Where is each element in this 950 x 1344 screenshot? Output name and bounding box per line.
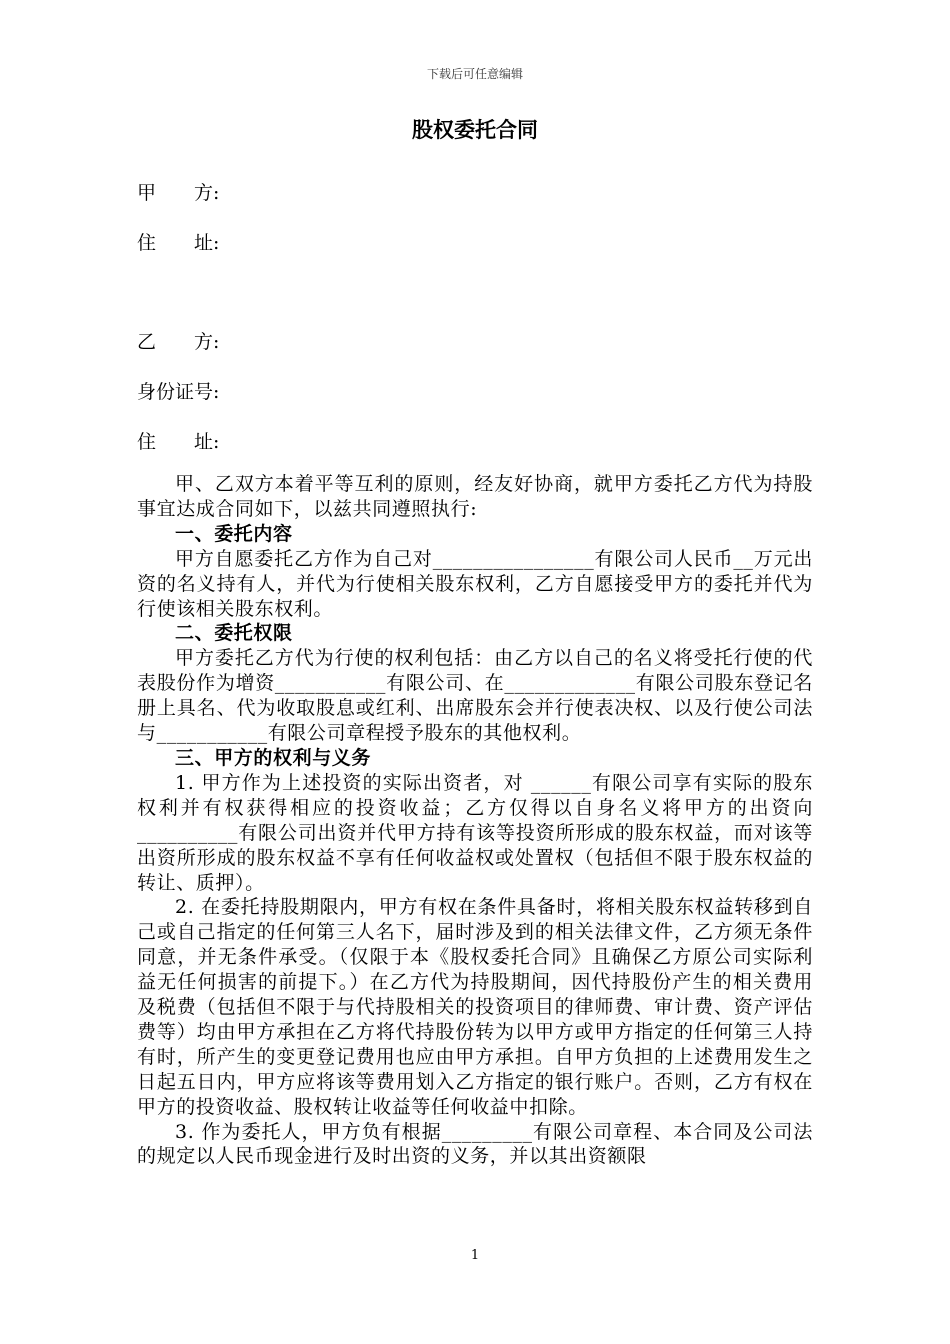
intro-paragraph: 甲、乙双方本着平等互利的原则，经友好协商，就甲方委托乙方代为持股事宜达成合同如下，以兹共同遵照执行: bbox=[137, 473, 813, 520]
section-1-text: 甲方自愿委托乙方作为自己对________________有限公司人民币__万元出资的名义持有人，并代为行使相关股东权利，乙方自愿接受甲方的委托并代为行使该相关股东权利。 bbox=[137, 547, 813, 620]
section-2-heading: 二、委托权限 bbox=[175, 622, 293, 645]
section-2-text: 甲方委托乙方代为行使的权利包括：由乙方以自己的名义将受托行使的代表股份作为增资___________有限公司、在_____________有限公司股东登记名册上具名、代为收取股息或红利、出席股东会并行使表决权、以及行使公司法与___________有限公司章程授予股东的其他权利。 bbox=[137, 647, 813, 745]
party-a-label: 甲 方: bbox=[137, 182, 220, 204]
document-title: 股权委托合同 bbox=[412, 118, 538, 142]
section-1-heading: 一、委托内容 bbox=[175, 522, 293, 545]
party-b-label: 乙 方: bbox=[137, 331, 220, 353]
party-b-address-label: 住 址: bbox=[137, 431, 220, 453]
party-b-id-label: 身份证号: bbox=[137, 381, 220, 403]
section-3-item-1: 1. 甲方作为上述投资的实际出资者，对 ______有限公司享有实际的股东权利并有权获得相应的投资收益；乙方仅得以自身名义将甲方的出资向__________有限公司出资并代甲方持有该等投资所形成的股东权益，而对该等出资所形成的股东权益不享有任何收益权或处置权（包括但不限于股东权益的转让、质押）。 bbox=[137, 771, 813, 894]
section-3-item-3: 3. 作为委托人，甲方负有根据_________有限公司章程、本合同及公司法的规定以人民币现金进行及时出资的义务，并以其出资额限 bbox=[137, 1120, 813, 1168]
section-3-item-2: 2. 在委托持股期限内，甲方有权在条件具备时，将相关股东权益转移到自己或自己指定的任何第三人名下，届时涉及到的相关法律文件，乙方须无条件同意，并无条件承受。（仅限于本《股权委托合同》且确保乙方原公司实际利益无任何损害的前提下。）在乙方代为持股期间，因代持股份产生的相关费用及税费（包括但不限于与代持股相关的投资项目的律师费、审计费、资产评估费等）均由甲方承担在乙方将代持股份转为以甲方或甲方指定的任何第三人持有时，所产生的变更登记费用也应由甲方承担。自甲方负担的上述费用发生之日起五日内，甲方应将该等费用划入乙方指定的银行账户。否则，乙方有权在甲方的投资收益、股权转让收益等任何收益中扣除。 bbox=[137, 896, 813, 1118]
section-3-heading: 三、甲方的权利与义务 bbox=[175, 746, 372, 769]
party-a-address-label: 住 址: bbox=[137, 232, 220, 254]
page-number: 1 bbox=[470, 1248, 480, 1263]
contract-body bbox=[137, 472, 813, 1169]
header-note: 下载后可任意编辑 bbox=[426, 67, 523, 81]
